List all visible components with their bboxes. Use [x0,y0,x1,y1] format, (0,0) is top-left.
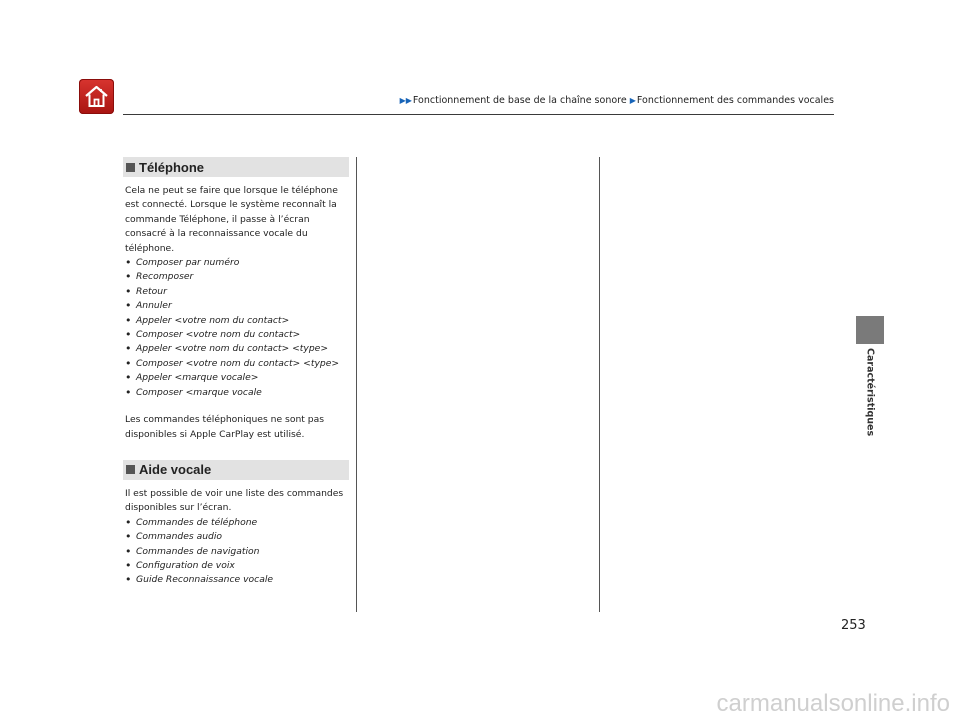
section-intro: Cela ne peut se faire que lorsque le téléphone est connecté. Lorsque le système reconnaît la commande Téléphone, il passe à l’écran consacré à la reconnaissance vocale du téléphone. [125,185,338,254]
bullet-icon: • [125,530,132,544]
arrow-right-icon: ▶ [629,96,636,105]
bullet-icon: • [125,573,132,587]
bullet-icon: • [125,515,132,529]
watermark: carmanualsonline.info [716,690,950,717]
list-item: • Commandes de téléphone [125,515,258,529]
bullet-icon: • [125,313,132,327]
section-title: Aide vocale [139,462,212,478]
bullet-icon: • [125,371,132,385]
list-item: • Appeler <votre nom du contact> <type> [125,342,329,356]
section-heading [123,157,349,177]
list-item: • Configuration de voix [125,558,235,572]
square-bullet-icon [126,465,135,474]
bullet-icon: • [125,558,132,572]
column-divider [599,157,600,612]
bullet-icon: • [125,299,132,313]
column-divider [356,157,357,612]
list-item: • Commandes audio [125,530,223,544]
bullet-icon: • [125,385,132,399]
bullet-icon: • [125,284,132,298]
home-icon [84,84,109,109]
chapter-tab[interactable] [856,316,884,344]
list-item: • Annuler [125,299,172,313]
command-list [125,516,349,588]
list-item: • Commandes de navigation [125,544,260,558]
list-item: • Composer par numéro [125,256,240,270]
list-item: • Retour [125,284,167,298]
command-list [125,256,349,400]
list-item: • Composer <votre nom du contact> <type> [125,356,340,370]
bullet-icon: • [125,328,132,342]
left-column [123,157,349,588]
arrow-right-icon: ▶▶ [399,96,412,105]
section-heading [123,460,349,480]
bullet-icon: • [125,342,132,356]
list-item: • Appeler <votre nom du contact> [125,313,290,327]
page-number: 253 [841,618,866,633]
bullet-icon: • [125,270,132,284]
bullet-icon: • [125,256,132,270]
section-title: Téléphone [139,159,205,175]
list-item: • Recomposer [125,270,194,284]
list-item: • Guide Reconnaissance vocale [125,573,274,587]
chapter-label: Caractéristiques [864,348,876,437]
header-divider [123,114,834,115]
section-intro: Il est possible de voir une liste des commandes disponibles sur l’écran. [125,487,344,514]
list-item: • Composer <marque vocale [125,385,262,399]
breadcrumb-link[interactable]: Fonctionnement des commandes vocales [636,95,834,106]
breadcrumb [400,95,834,106]
breadcrumb-link[interactable]: Fonctionnement de base de la chaîne sonore [412,95,627,106]
list-item: • Composer <votre nom du contact> [125,328,301,342]
square-bullet-icon [126,163,135,172]
bullet-icon: • [125,544,132,558]
bullet-icon: • [125,356,132,370]
home-button[interactable] [79,79,114,114]
list-item: • Appeler <marque vocale> [125,371,259,385]
section-note: Les commandes téléphoniques ne sont pas disponibles si Apple CarPlay est utilisé. [125,414,325,440]
